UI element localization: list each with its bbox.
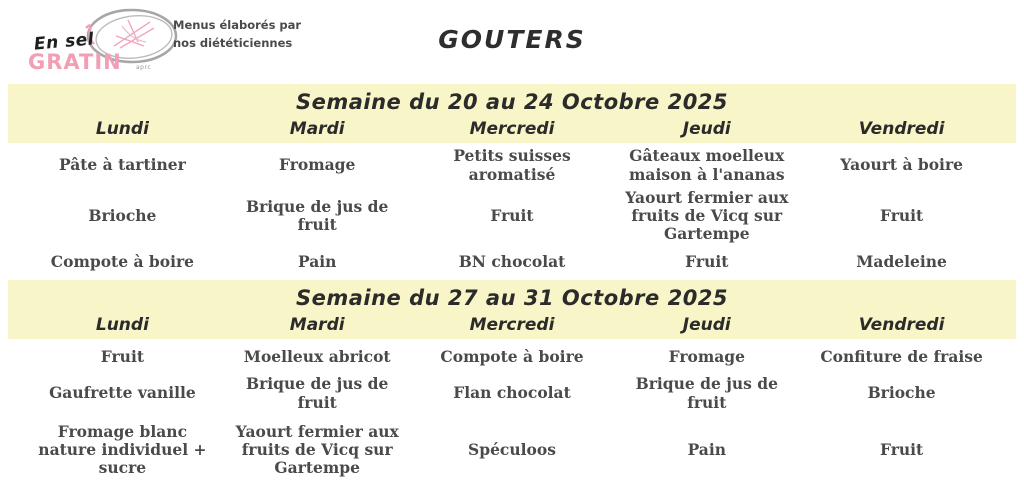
- day-header-lundi: Lundi: [95, 119, 149, 139]
- week-2-title: Semaine du 27 au 31 Octobre 2025: [295, 286, 729, 310]
- week-2-day-headers: [25, 313, 999, 339]
- menu-item: Fruit: [490, 205, 534, 225]
- menu-item: Yaourt fermier aux fruits de Vicq sur Gartempe: [625, 187, 789, 244]
- menu-item: Fromage blanc nature individuel + sucre: [38, 421, 207, 478]
- menu-item: Brique de jus de fruit: [246, 196, 389, 234]
- menu-item: Compote à boire: [440, 346, 584, 366]
- menu-item: Brioche: [867, 383, 936, 403]
- menu-item: Pain: [297, 251, 337, 271]
- menu-item: Brioche: [88, 205, 157, 225]
- day-header-vendredi: Vendredi: [858, 315, 945, 335]
- menu-item: Petits suisses aromatisé: [453, 146, 571, 184]
- menu-item: Fromage: [279, 155, 356, 175]
- menu-item: Moelleux abricot: [243, 346, 391, 366]
- menu-item: Pâte à tartiner: [58, 155, 186, 175]
- menu-item: Yaourt fermier aux fruits de Vicq sur Gartempe: [235, 421, 399, 478]
- menu-item: Fruit: [879, 439, 924, 459]
- menu-item: Fruit: [685, 251, 729, 271]
- day-header-jeudi: Jeudi: [682, 315, 731, 335]
- menu-item: Fromage: [668, 346, 745, 366]
- menu-item: Confiture de fraise: [820, 346, 983, 366]
- menu-item: Yaourt à boire: [840, 155, 963, 175]
- day-header-mercredi: Mercredi: [469, 119, 555, 139]
- day-header-vendredi: Vendredi: [858, 119, 945, 139]
- menu-item: Fruit: [879, 205, 924, 225]
- week-2-row-1: [8, 339, 1016, 375]
- menu-item: Spéculoos: [468, 439, 556, 459]
- week-1-title: Semaine du 20 au 24 Octobre 2025: [295, 90, 729, 114]
- tagline-line-1: Menus élaborés par: [173, 18, 302, 32]
- week-1-section: [0, 84, 1024, 280]
- menu-item: Pain: [687, 439, 727, 459]
- day-header-mardi: Mardi: [289, 119, 345, 139]
- logo-text-gratin: GRATIN: [28, 50, 122, 74]
- page-title: GOUTERS: [438, 25, 586, 54]
- week-1-row-2: [8, 188, 1016, 244]
- menu-item: Madeleine: [856, 251, 947, 271]
- week-2-row-2: [8, 375, 1016, 412]
- week-2-banner: [8, 280, 1016, 339]
- day-header-mercredi: Mercredi: [469, 315, 555, 335]
- week-1-row-1: [8, 143, 1016, 188]
- week-1-day-headers: [25, 117, 999, 143]
- menu-item: Flan chocolat: [453, 383, 571, 403]
- day-header-mardi: Mardi: [289, 315, 345, 335]
- day-header-lundi: Lundi: [95, 315, 149, 335]
- menu-item: Compote à boire: [50, 251, 194, 271]
- menu-item: Brique de jus de fruit: [246, 374, 389, 412]
- document-header: [0, 0, 1024, 84]
- day-header-jeudi: Jeudi: [682, 119, 731, 139]
- week-2-row-3: [8, 412, 1016, 488]
- menu-item: Brique de jus de fruit: [635, 374, 778, 412]
- weeks-container: [0, 84, 1024, 488]
- menu-item: Gâteaux moelleux maison à l'ananas: [629, 146, 785, 184]
- tagline-line-2: nos diététiciennes: [173, 35, 293, 50]
- logo-text-ensel: En sel: [33, 29, 95, 55]
- week-1-banner: [8, 84, 1016, 143]
- week-2-section: [0, 280, 1024, 488]
- menu-item: BN chocolat: [458, 251, 566, 271]
- week-1-row-3: [8, 244, 1016, 280]
- menu-item: Gaufrette vanille: [49, 383, 196, 403]
- menu-item: Fruit: [100, 346, 144, 366]
- logo-subbrand-text: aprc: [136, 64, 152, 71]
